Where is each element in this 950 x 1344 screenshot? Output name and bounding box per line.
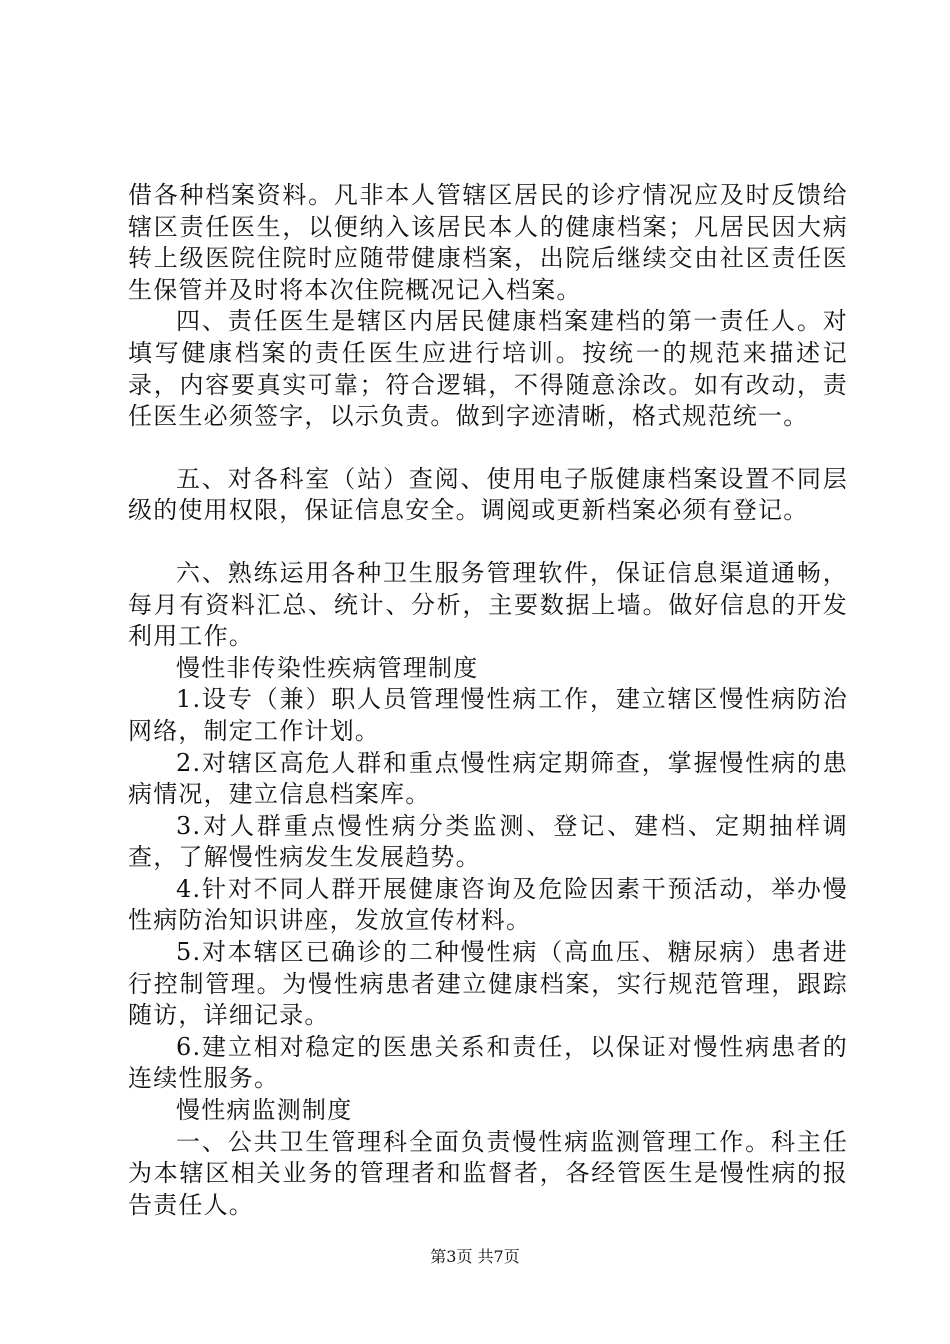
paragraph-monitoring-one: 一、公共卫生管理科全面负责慢性病监测管理工作。科主任为本辖区相关业务的管理者和监督者，各经管医生是慢性病的报告责任人。 [128,1127,848,1219]
section-heading-chronic-disease-monitoring: 慢性病监测制度 [176,1096,353,1125]
paragraph-section-five: 五、对各科室（站）查阅、使用电子版健康档案设置不同层级的使用权限，保证信息安全。调阅或更新档案必须有登记。 [128,464,848,525]
list-item-3: 3.对人群重点慢性病分类监测、登记、建档、定期抽样调查，了解慢性病发生发展趋势。 [128,811,848,872]
list-item-2: 2.对辖区高危人群和重点慢性病定期筛查，掌握慢性病的患病情况，建立信息档案库。 [128,748,848,809]
paragraph-section-six: 六、熟练运用各种卫生服务管理软件，保证信息渠道通畅，每月有资料汇总、统计、分析，主要数据上墙。做好信息的开发利用工作。 [128,558,848,651]
paragraph-records-feedback: 借各种档案资料。凡非本人管辖区居民的诊疗情况应及时反馈给辖区责任医生，以便纳入该居民本人的健康档案；凡居民因大病转上级医院住院时应随带健康档案，出院后继续交由社区责任医生保管并及时将本次住院概况记入档案。 [128,181,848,304]
list-item-4: 4.针对不同人群开展健康咨询及危险因素干预活动，举办慢性病防治知识讲座，发放宣传材料。 [128,874,848,935]
section-heading-chronic-disease-management: 慢性非传染性疾病管理制度 [176,653,479,682]
paragraph-section-four: 四、责任医生是辖区内居民健康档案建档的第一责任人。对填写健康档案的责任医生应进行培训。按统一的规范来描述记录，内容要真实可靠；符合逻辑，不得随意涂改。如有改动，责任医生必须签字，以示负责。做到字迹清晰，格式规范统一。 [128,307,848,431]
list-item-1: 1.设专（兼）职人员管理慢性病工作，建立辖区慢性病防治网络，制定工作计划。 [128,685,848,745]
page-number-footer: 第3页 共7页 [430,1247,520,1266]
document-body [128,180,848,1221]
list-item-6: 6.建立相对稳定的医患关系和责任，以保证对慢性病患者的连续性服务。 [128,1032,848,1093]
list-item-5: 5.对本辖区已确诊的二种慢性病（高血压、糖尿病）患者进行控制管理。为慢性病患者建立健康档案，实行规范管理，跟踪随访，详细记录。 [128,938,848,1030]
